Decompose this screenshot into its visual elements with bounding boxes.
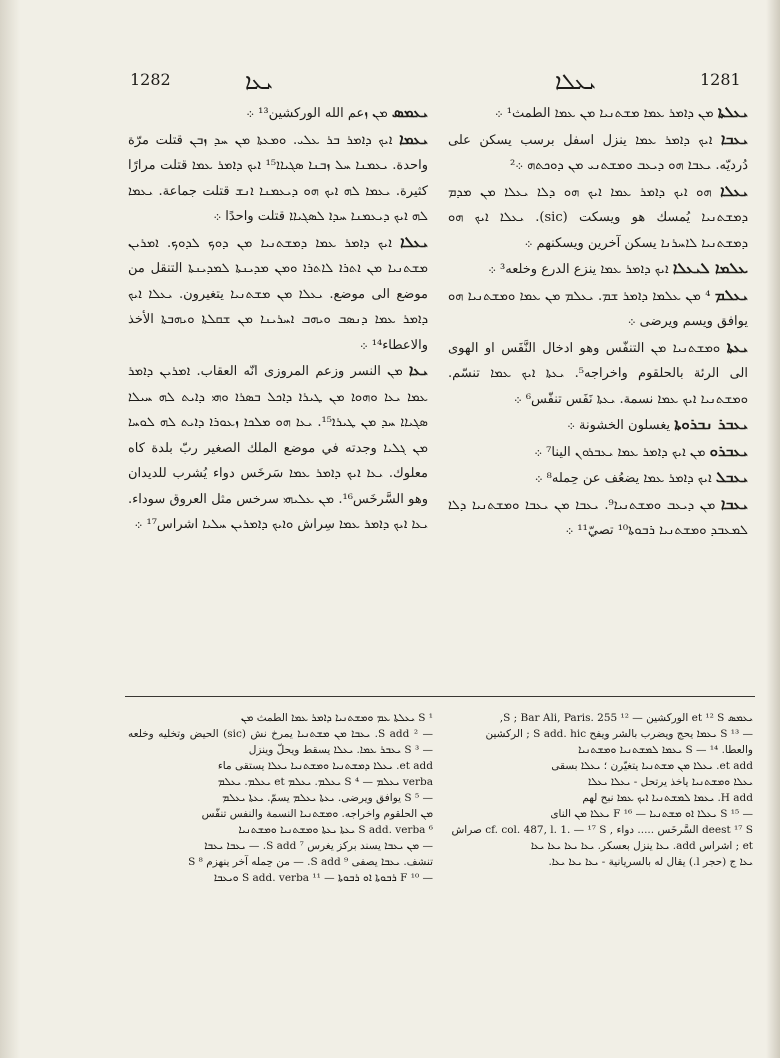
entry-text: يغسلون الخشونة ܀ xyxy=(567,418,671,433)
entry-headword: ܝܥܠܐ xyxy=(400,232,428,251)
entry-text: ⁴ ܡܢ ܥܠܡܐ ܕܐܡܪ ܫܡ. ܝܥܠܡ ܡܢ ܥܡܐ ܘܡܫܬܢܝܐ ܗܘ يوافق ويسم ويرضى ܀ xyxy=(448,288,748,329)
entry xyxy=(128,230,428,359)
entry-headword: ܝܥܒܪܘ xyxy=(709,441,748,460)
entry-text: ܘܡܫܬܢܝܐ ܡܢ التنفّس وهو ادخال النَّفَس او الهوى الى الرئة بالحلقوم واخراجه⁵. ܝܥܬܐ ܐܝܟ ܥܡܐ تنسّم. ܘܡܫܬܢܝܐ ܐܝܟ ܥܡܐ نسمة. ܝܥܬܐ نَفَس تنفّس⁶ ܀ xyxy=(448,340,748,407)
entry-headword: ܥܠܡܐ ܠܝܥܠܐ xyxy=(672,259,748,277)
entry-headword: ܝܥܠܡ xyxy=(714,285,748,304)
entry-text: ܡܢ النسر وزعم المروزى انّه العقاب. ܐܡܪܝܢ ܕܐܡܪ ܥܡܐ ܝܥܐ ܘܗܘܐ ܡܢ ܛܝܪܐ ܕܐܟܠ ܒܣܪܐ ܘܗܝ ܕܐܝܬ ܠܗ ܚܝܠܐ ܣܓܝܐܐ ܚܕ ܡܢ ܛܝܪܐ¹⁵. ܝܥܐ ܗܘ ܡܠܟܐ ܙܥܘܪܐ ܕܐܝܬ ܠܗ ܠܘܚܐ ܡܢ ܓܠܝܐ وجدته في موضع الملك الصغير ربّ بلدة كاه معلوك. ܝܥܐ ܐܝܟ ܕܐܡܪ ܥܡܐ سَرخَس دواء يُشرب للديدان وهو السَّرخَس¹⁶. ܡܢ ܥܠܝܗܝ سرخس مثل العروق سوداء. ܝܥܐ ܐܝܟ ܕܐܡܪ ܥܡܐ سِراش ܘܐܝܟ ܕܐܡܪܝܢ ܚܠܝܐ اشراس¹⁷ ܀ xyxy=(128,364,428,532)
scan-gutter-shadow xyxy=(0,0,20,1058)
entry-text: ܡܢ ܐܝܟ ܕܐܡܪ ܥܡܐ ܝܥܒܪܘܢ الينا⁷ ܀ xyxy=(534,444,706,460)
footnote-line: ܡܢ الحلقوم واخراجه. ܘܡܫܬܢܝܐ النسمة والنفس تنفّس xyxy=(201,808,433,820)
entry-headword: ܝܥܬܐ xyxy=(726,337,748,356)
footnote-line: — ⁵ S يوافق ويرضى. ܝܥܬܐ ܝܥܠܡ يسمّ. ܝܥܬܐ ܝܥܠܡ xyxy=(222,792,433,804)
entry-headword: ܝܥܒܐ xyxy=(720,494,748,513)
entry-headword: ܝܥܠܐ xyxy=(720,181,748,200)
entry xyxy=(128,127,428,230)
entry xyxy=(448,465,748,492)
entry-text: ܗܘ ܐܝܟ ܕܐܡܪ ܥܡܐ ܐܝܟ ܗܘ ܕܠܐ ܝܥܠܐ ܡܢ ܡܕܡ ܕܡܫܬܢܝܐ يُمسك هو ويسكت (sic). ܝܥܠܐ ܐܝܟ ܗܘ ܕܡܫܬܢܝܐ ܠܐܚܪܢܐ يسكن آخرين ويسكنهم ܀ xyxy=(448,184,748,251)
entry-text: ܐܝܟ ܕܐܡܪ ܒܪ ܥܠܝ. ܘܡܥܬܐ ܡܢ ܚܕ ܙܒܢ قتلت مرّة واحدة. ܝܥܡܢܐ ܚܠ ܙܒܢܐ ܣܓܝܐܐ¹⁵ ܐܝܟ ܕܐܡܪ ܥܡܐ قتلت مرارًا كثيرة. ܝܥܡܐ ܠܗ ܐܝܟ ܗܘ ܕܝܥܡܢܐ ܐܢܫ قتلت جماعة. ܝܥܡܐ ܠܗ ܐܝܟ ܕܝܥܡܢܐ ܚܕܐ ܠܣܓܝܐܐ قتلت واحدًا ܀ xyxy=(128,132,428,224)
left-footnotes xyxy=(128,710,433,950)
entry xyxy=(128,100,428,127)
entry xyxy=(448,492,748,544)
entry-text: ܐܝܟ ܕܐܡܪ ܥܡܐ يضعُف عن حِمله⁸ ܀ xyxy=(534,471,712,486)
footnote-line: verba ܝܥܠܡ — ⁴ S ܝܥܠܡ. ܝܥܠܡ et ܝܥܠܡ. ܝܥܠܡ xyxy=(217,776,433,788)
right-column xyxy=(448,100,748,685)
entry-headword: ܝܥܐ xyxy=(408,361,428,379)
entry xyxy=(448,256,748,283)
footnote-line: تنشف. ܝܥܒܐ يصفى ⁹ S add. — من حِمله آخر ينهزم ⁸ S xyxy=(188,856,433,868)
footnote-line: deest ¹⁷ S السَّرخَس ..... دواء , cf. col. 487, l. 1. — ¹⁷ S صراش xyxy=(451,824,753,836)
footnote-line: ܝܥܠܐ ܘܡܫܬܢܝܐ ياخذ يرتحل - ܝܥܠܐ ܝܥܠܐ xyxy=(588,776,753,788)
footnote-line: et add. ܝܥܠܐ ܕܡܫܬܢܝܐ ܘܡܫܬܢܝܐ ܝܥܠܐ يستقى ماء xyxy=(217,760,433,772)
right-page-number: 1281 xyxy=(700,70,741,89)
footnote-line: et ; اشراس add. ܝܥܐ ينزل بعسكر. ܝܥܐ ܝܥܐ ܝܥܐ ܝܥܐ xyxy=(530,840,753,852)
entry-headword: ܝܥܒܠ xyxy=(715,468,748,486)
footnote-line: ⁶ S add. verba ܝܥܬܐ ܝܥܬܐ ܘܡܫܬܢܝܐ ܘܡܫܬܢܝܐ xyxy=(238,824,433,836)
entry-text: ܡܢ ܕܝܥܒ ܘܡܫܬܢܝܐ⁹. ܝܥܒܐ ܡܢ ܝܥܒܐ ܘܡܫܬܢܝܐ ܕܠܐ ܠܡܥܒܕ ܘܡܫܬܢܝܐ ܪܒܘܬܐ¹⁰ تصيّ¹¹ ܀ xyxy=(448,497,748,538)
entry-headword: ܝܥܡܐ xyxy=(399,129,428,148)
entry xyxy=(448,179,748,257)
right-footnotes xyxy=(448,710,753,950)
entry-text: ܡܢ ܙعم الله الوركشين¹³ ܀ xyxy=(246,106,388,121)
entry xyxy=(448,335,748,413)
entry-headword: ܝܥܡܣ xyxy=(391,103,428,121)
entry xyxy=(448,283,748,335)
entry-text: ܐܝܟ ܕܐܡܪ ܥܡܐ ينزل اسفل برسب يسكن على دُرديّه. ܝܥܒܐ ܗܘ ܕܝܥܒ ܘܡܫܬܢܝ ܡܢ ܕܘܟܬܗ ܀² xyxy=(448,132,748,173)
entry-headword: ܝܥܒܪ ܢܒܪܘܬܐ xyxy=(674,415,748,433)
footnote-line: H add. ܝܥܡܐ ܠܡܫܬܢܝܐ ܐܝܟ ܥܡܐ نبح لهم xyxy=(582,792,753,804)
footnote-line: والعطا. S — ¹⁴ ܝܥܡܐ ܠܡܫܬܢܝܐ ܘܡܫܬܢܝܐ xyxy=(578,744,753,756)
right-running-headword: ܝܥܠܐ xyxy=(555,70,596,95)
entry xyxy=(448,100,748,127)
footnote-line: et add. ܝܥܠܐ ܡܢ ܡܫܬܢܝܐ يتغيّرن ؛ ܝܥܠܐ بسقى xyxy=(551,760,753,772)
entry-text: ܐܝܟ ܕܐܡܪ ܥܡܐ ينزع الدرع وخلعه³ ܀ xyxy=(488,262,669,277)
scan-edge-shadow xyxy=(766,0,780,1058)
entry xyxy=(448,439,748,466)
entry xyxy=(448,127,748,179)
entry-text: ܡܢ ܕܐܡܪ ܥܡܐ ܡܫܬܢܝܐ ܡܢ ܥܡܐ الطمث¹ ܀ xyxy=(494,106,714,121)
footnote-line: ܝܥܐ ج (حجر l.) يقال له بالسريانية - ܝܥܐ ܝܥܐ ܝܥܐ. xyxy=(548,856,753,868)
footnote-line: — ² S add. ܝܥܒܐ ܡܢ ܡܫܬܢܝܐ يمرخ نش (sic) الحيض وتخليه وخلعه — ³ S ܝܥܒܪ ܥܡܐ. ܝܥܠܐ يسقط ويحلّ وينزل xyxy=(128,728,433,756)
entry-text: ܐܝܟ ܕܐܡܪ ܥܡܐ ܕܡܫܬܢܝܐ ܡܢ ܕܘܟ ܠܕܘܟ. ܐܡܪܝܢ ܡܫܬܢܝܐ ܡܢ ܐܬܪܐ ܠܐܬܪܐ ܘܡܢ ܡܕܝܢܬܐ ܠܡܕܝܢܬܐ التنقل من موضع الى موضع. ܝܥܠܐ ܡܢ ܡܫܬܢܝܐ يتغيرون. ܝܥܠܐ ܐܝܟ ܕܐܡܪ ܥܡܐ ܕܢܣܒ ܘܝܗܒ ܐܚܪܝܢܐ ܡܢ ܫܩܠܬܐ ܘܝܗܒܬܐ الأخذ والاعطاء¹⁴ ܀ xyxy=(128,235,428,353)
entry-headword: ܝܥܠܬܐ xyxy=(717,103,748,121)
footnote-line: ¹ S ܝܥܠܬܐ ܥܡ ܘܡܫܬܢܝܐ ܕܐܡܪ ܥܡܐ الطمث ܡܢ xyxy=(240,712,433,724)
entry xyxy=(448,412,748,439)
footnote-line: — ¹⁰ F ܪܒܘܬܐ ܐܘ ܪܒܘܬܐ — ¹¹ S add. verba ܘܝܥܒܐ xyxy=(213,872,433,884)
left-page-number: 1282 xyxy=(130,70,171,89)
entry xyxy=(128,358,428,538)
entry-headword: ܝܥܒܐ xyxy=(720,129,748,148)
left-column xyxy=(128,100,428,685)
footnote-line: — ܡܢ ܝܥܒܐ يسند بركز يغرس ⁷ S add. — ܝܥܒܐ ܝܥܒܐ xyxy=(204,840,433,852)
footnote-divider xyxy=(125,696,755,697)
left-running-headword: ܝܥܐ xyxy=(245,70,273,95)
footnote-line: — ¹³ S ܝܥܡܐ يحج ويضرب بالشر ويفح S add. hic ; الركشين xyxy=(485,728,753,740)
footnote-line: ܝܥܡܣ et ¹² S الوركشين — ¹² S ; Bar Ali, Paris. 255, xyxy=(499,712,753,724)
footnote-line: — ¹⁵ S ܝܥܠܐ ܐܘ ܡܫܬܢܝܐ — ¹⁶ F ܝܥܠܐ ܡܢ الناى xyxy=(550,808,753,820)
